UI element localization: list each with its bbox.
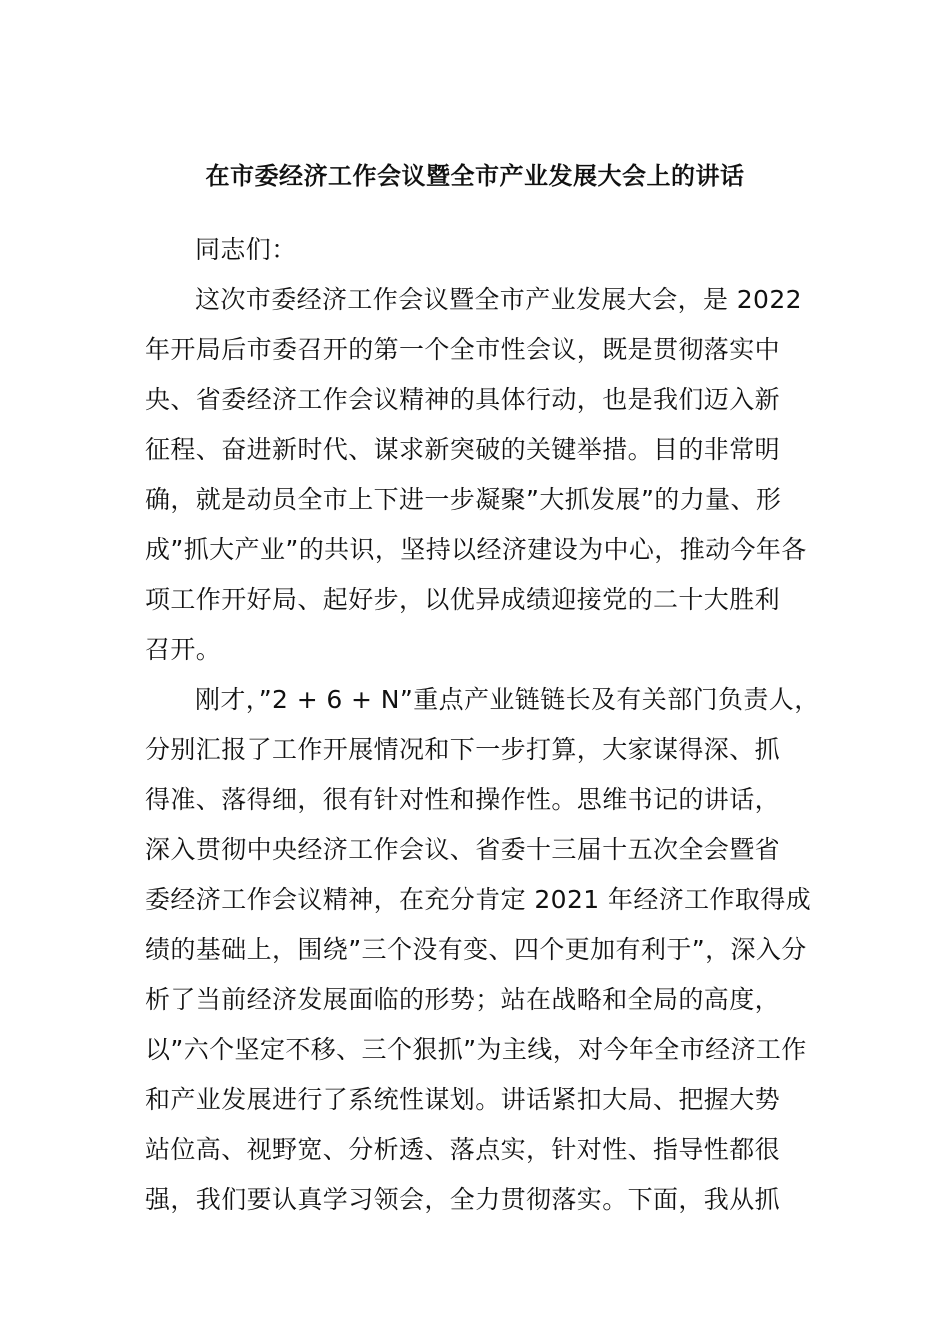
paragraph-line: 年开局后市委召开的第一个全市性会议，既是贯彻落实中 bbox=[145, 335, 781, 364]
paragraph-line: 征程、奋进新时代、谋求新突破的关键举措。目的非常明 bbox=[145, 435, 781, 464]
paragraph-line: 召开。 bbox=[145, 635, 222, 664]
paragraph-line: 以”六个坚定不移、三个狠抓”为主线，对今年全市经济工作 bbox=[145, 1035, 807, 1064]
paragraph-line: 成”抓大产业”的共识，坚持以经济建设为中心，推动今年各 bbox=[145, 535, 807, 564]
paragraph-line: 确，就是动员全市上下进一步凝聚”大抓发展”的力量、形 bbox=[145, 485, 782, 514]
paragraph-line: 强，我们要认真学习领会，全力贯彻落实。下面，我从抓 bbox=[145, 1185, 781, 1214]
paragraph-line: 刚才，”2 + 6 + N”重点产业链链长及有关部门负责人， bbox=[195, 685, 820, 714]
salutation-line: 同志们： bbox=[195, 235, 297, 264]
paragraph-line: 项工作开好局、起好步，以优异成绩迎接党的二十大胜利 bbox=[145, 585, 781, 614]
paragraph-line: 深入贯彻中央经济工作会议、省委十三届十五次全会暨省 bbox=[145, 835, 781, 864]
document-title: 在市委经济工作会议暨全市产业发展大会上的讲话 bbox=[205, 162, 745, 190]
paragraph-line: 得准、落得细，很有针对性和操作性。思维书记的讲话， bbox=[145, 785, 781, 814]
paragraph-line: 和产业发展进行了系统性谋划。讲话紧扣大局、把握大势 bbox=[145, 1085, 781, 1114]
paragraph-line: 央、省委经济工作会议精神的具体行动，也是我们迈入新 bbox=[145, 385, 781, 414]
paragraph-line: 这次市委经济工作会议暨全市产业发展大会，是 2022 bbox=[195, 285, 802, 314]
paragraph-line: 站位高、视野宽、分析透、落点实，针对性、指导性都很 bbox=[145, 1135, 781, 1164]
paragraph-line: 绩的基础上，围绕”三个没有变、四个更加有利于”，深入分 bbox=[145, 935, 807, 964]
paragraph-line: 委经济工作会议精神，在充分肯定 2021 年经济工作取得成 bbox=[145, 885, 812, 914]
paragraph-line: 分别汇报了工作开展情况和下一步打算，大家谋得深、抓 bbox=[145, 735, 781, 764]
paragraph-line: 析了当前经济发展面临的形势；站在战略和全局的高度， bbox=[145, 985, 781, 1014]
